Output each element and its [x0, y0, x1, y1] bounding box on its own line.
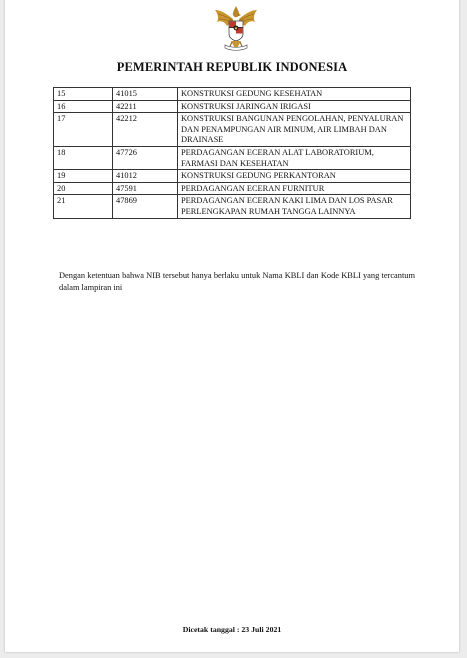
kbli-code: 41015 — [113, 88, 178, 101]
garuda-pancasila-emblem-icon — [213, 4, 259, 54]
kbli-name: KONSTRUKSI GEDUNG KESEHATAN — [178, 88, 411, 101]
kbli-code: 47869 — [113, 195, 178, 218]
row-number: 21 — [54, 195, 113, 218]
document-page — [5, 0, 459, 652]
table-row — [54, 146, 411, 169]
table-row — [54, 182, 411, 195]
table-row — [54, 88, 411, 101]
row-number: 18 — [54, 146, 113, 169]
row-number: 16 — [54, 100, 113, 113]
kbli-name: PERDAGANGAN ECERAN KAKI LIMA DAN LOS PASAR PERLENGKAPAN RUMAH TANGGA LAINNYA — [178, 195, 411, 218]
kbli-code: 47591 — [113, 182, 178, 195]
kbli-name: KONSTRUKSI JARINGAN IRIGASI — [178, 100, 411, 113]
kbli-code: 42212 — [113, 113, 178, 147]
row-number: 20 — [54, 182, 113, 195]
kbli-code: 41012 — [113, 170, 178, 183]
kbli-name: PERDAGANGAN ECERAN ALAT LABORATORIUM, FARMASI DAN KESEHATAN — [178, 146, 411, 169]
row-number: 19 — [54, 170, 113, 183]
table-row — [54, 170, 411, 183]
row-number: 15 — [54, 88, 113, 101]
kbli-name: KONSTRUKSI BANGUNAN PENGOLAHAN, PENYALURAN DAN PENAMPUNGAN AIR MINUM, AIR LIMBAH DAN DRAINASE — [178, 113, 411, 147]
table-row — [54, 100, 411, 113]
validity-note: Dengan ketentuan bahwa NIB tersebut hanya berlaku untuk Nama KBLI dan Kode KBLI yang tercantum dalam lampiran ini — [59, 271, 415, 292]
kbli-table — [53, 87, 411, 219]
page-title: PEMERINTAH REPUBLIK INDONESIA — [116, 60, 348, 74]
print-date: Dicetak tanggal : 23 Juli 2021 — [182, 625, 282, 634]
row-number: 17 — [54, 113, 113, 147]
table-row — [54, 195, 411, 218]
table-row — [54, 113, 411, 147]
kbli-code: 47726 — [113, 146, 178, 169]
kbli-name: KONSTRUKSI GEDUNG PERKANTORAN — [178, 170, 411, 183]
kbli-name: PERDAGANGAN ECERAN FURNITUR — [178, 182, 411, 195]
kbli-code: 42211 — [113, 100, 178, 113]
